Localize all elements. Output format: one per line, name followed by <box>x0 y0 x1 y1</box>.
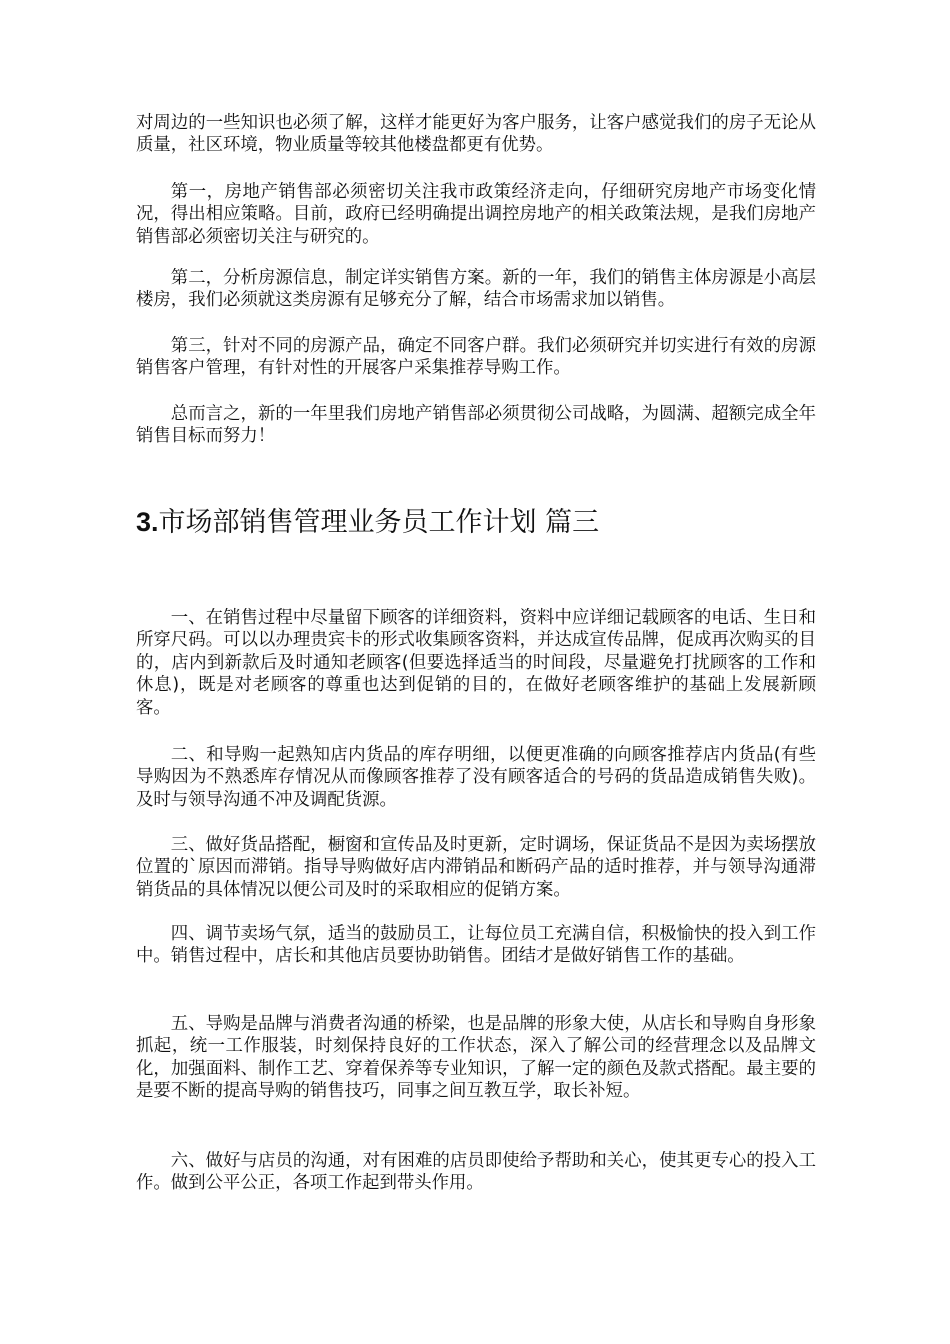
item-2-block <box>136 744 816 811</box>
conclusion-paragraph: 总而言之，新的一年里我们房地产销售部必须贯彻公司战略，为圆满、超额完成全年销售目标而努力！ <box>136 404 816 447</box>
item-3-block <box>136 834 816 901</box>
section-number: 3. <box>136 507 159 537</box>
plan-item-2: 二、和导购一起熟知店内货品的库存明细，以便更准确的向顾客推荐店内货品(有些导购因为不熟悉库存情况从而像顾客推荐了没有顾客适合的号码的货品造成销售失败)。及时与领导沟通不冲及调配货源。 <box>136 745 816 810</box>
conclusion-block <box>136 403 816 448</box>
policy-point-third: 第三，针对不同的房源产品，确定不同客户群。我们必须研究并切实进行有效的房源销售客户管理，有针对性的开展客户采集推荐导购工作。 <box>136 336 816 379</box>
plan-item-5: 五、导购是品牌与消费者沟通的桥梁，也是品牌的形象大使，从店长和导购自身形象抓起，统一工作服装，时刻保持良好的工作状态，深入了解公司的经营理念以及品牌文化，加强面料、制作工艺、穿着保养等专业知识，了解一定的颜色及款式搭配。最主要的是要不断的提高导购的销售技巧，同事之间互教互学，取长补短。 <box>136 1014 816 1102</box>
item-4-block <box>136 923 816 968</box>
plan-item-3: 三、做好货品搭配，橱窗和宣传品及时更新，定时调场，保证货品不是因为卖场摆放位置的`原因而滞销。指导导购做好店内滞销品和断码产品的适时推荐，并与领导沟通滞销货品的具体情况以便公司及时的采取相应的促销方案。 <box>136 835 816 900</box>
intro-paragraph: 对周边的一些知识也必须了解，这样才能更好为客户服务，让客户感觉我们的房子无论从质量，社区环境，物业质量等较其他楼盘都更有优势。 <box>136 113 816 156</box>
item-6-block <box>136 1150 816 1195</box>
plan-item-6: 六、做好与店员的沟通，对有困难的店员即使给予帮助和关心，使其更专心的投入工作。做到公平公正，各项工作起到带头作用。 <box>136 1151 816 1194</box>
item-5-block <box>136 1013 816 1103</box>
section-heading <box>136 505 836 540</box>
point-3-block <box>136 335 816 380</box>
plan-item-1: 一、在销售过程中尽量留下顾客的详细资料，资料中应详细记载顾客的电话、生日和所穿尺码。可以以办理贵宾卡的形式收集顾客资料，并达成宣传品牌，促成再次购买的目的，店内到新款后及时通知老顾客(但要选择适当的时间段，尽量避免打扰顾客的工作和休息)，既是对老顾客的尊重也达到促销的目的，在做好老顾客维护的基础上发展新顾客。 <box>136 608 816 718</box>
item-1-block <box>136 607 816 719</box>
point-2-block <box>136 267 816 312</box>
policy-point-second: 第二，分析房源信息，制定详实销售方案。新的一年，我们的销售主体房源是小高层楼房，我们必须就这类房源有足够充分了解，结合市场需求加以销售。 <box>136 268 816 311</box>
section-title: 市场部销售管理业务员工作计划 篇三 <box>158 507 600 538</box>
policy-point-first: 第一，房地产销售部必须密切关注我市政策经济走向，仔细研究房地产市场变化情况，得出相应策略。目前，政府已经明确提出调控房地产的相关政策法规，是我们房地产销售部必须密切关注与研究的。 <box>136 182 816 247</box>
point-1-block <box>136 181 816 248</box>
plan-item-4: 四、调节卖场气氛，适当的鼓励员工，让每位员工充满自信，积极愉快的投入到工作中。销售过程中，店长和其他店员要协助销售。团结才是做好销售工作的基础。 <box>136 924 816 967</box>
intro-block <box>136 112 816 157</box>
